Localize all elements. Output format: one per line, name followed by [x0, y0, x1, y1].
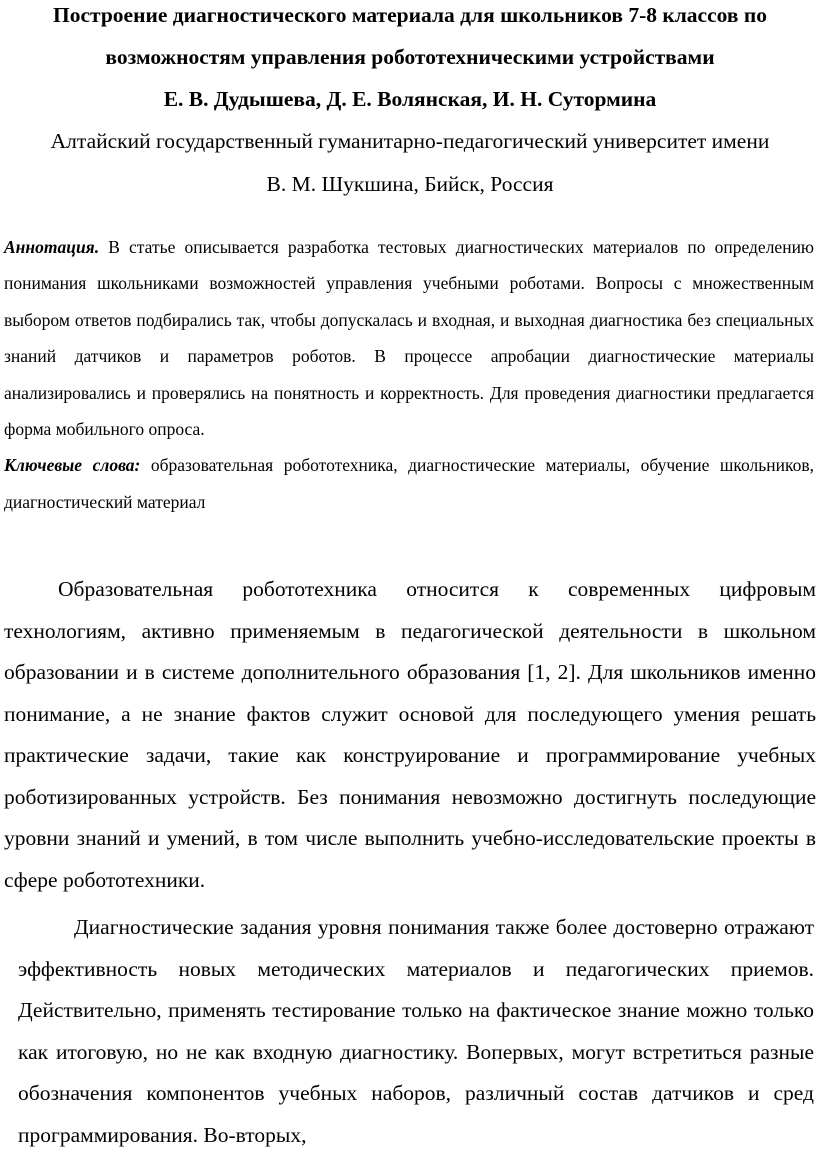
keywords-text: образовательная робототехника, диагностические материалы, обучение школьников, диагностический материал	[4, 455, 814, 512]
title-line-2: возможностям управления робототехническими устройствами	[105, 45, 715, 69]
keywords-label: Ключевые слова:	[4, 455, 141, 476]
body-paragraph-1: Образовательная робототехника относится к современных цифровым технологиям, активно применяемым в педагогической деятельности в школьном образовании и в системе дополнительного образования [1, 2]. Для школьников именно понимание, а не знание фактов служит основой для последующего умения решать практические задачи, такие как конструирование и программирование учебных роботизированных устройств. Без понимания невозможно достигнуть последующие уровни знаний и умений, в том числе выполнить учебно-исследовательские проекты в сфере робототехники.	[4, 577, 816, 892]
abstract-label: Аннотация.	[4, 237, 100, 257]
affiliation	[4, 120, 816, 206]
abstract	[4, 229, 814, 447]
keywords	[4, 447, 814, 520]
affiliation-line-1: Алтайский государственный гуманитарно-педагогический университет имени	[50, 129, 770, 153]
title-line-1: Построение диагностического материала для школьников 7-8 классов по	[53, 3, 767, 27]
paper-title	[4, 0, 816, 78]
body-paragraph-2: Диагностические задания уровня понимания также более достоверно отражают эффективность новых методических материалов и педагогических приемов. Действительно, применять тестирование только на фактическое знание можно только как итоговую, но не как входную диагностику. Вопервых, могут встретиться разные обозначения компонентов учебных наборов, различный состав датчиков и сред программирования. Во-вторых,	[18, 915, 814, 1147]
abstract-text: В статье описывается разработка тестовых диагностических материалов по определению понимания школьниками возможностей управления учебными роботами. Вопросы с множественным выбором ответов подбирались так, чтобы допускалась и входная, и выходная диагностика без специальных знаний датчиков и параметров роботов. В процессе апробации диагностические материалы анализировались и проверялись на понятность и корректность. Для проведения диагностики предлагается форма мобильного опроса.	[4, 237, 815, 440]
authors: Е. В. Дудышева, Д. Е. Волянская, И. Н. Сутормина	[163, 87, 657, 111]
affiliation-line-2: В. М. Шукшина, Бийск, Россия	[266, 172, 554, 196]
